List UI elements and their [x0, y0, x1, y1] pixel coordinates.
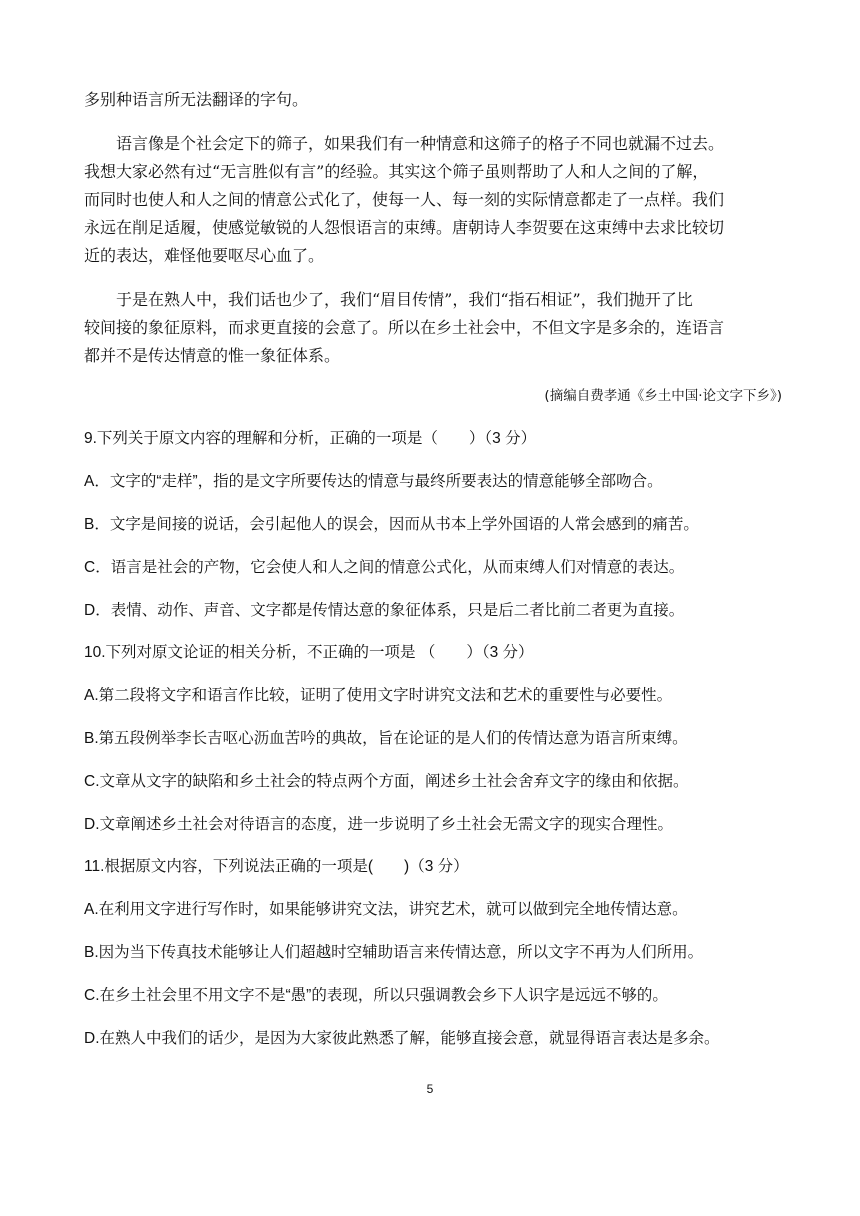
- passage-line: 永远在削足适履，使感觉敏锐的人怨恨语言的束缚。唐朝诗人李贺要在这束缚中去求比较切: [84, 218, 725, 237]
- question-stem: 9.下列关于原文内容的理解和分析，正确的一项是（ ）（3 分）: [84, 430, 537, 447]
- passage-line: 较间接的象征原料，而求更直接的会意了。所以在乡土社会中，不但文字是多余的，连语言: [84, 318, 725, 337]
- question-stem: 10.下列对原文论证的相关分析，不正确的一项是 （ ）（3 分）: [84, 644, 534, 661]
- passage-line: 近的表达，难怪他要呕尽心血了。: [84, 246, 325, 265]
- option-c: C．语言是社会的产物，它会使人和人之间的情意公式化，从而束缚人们对情意的表达。: [84, 559, 685, 576]
- passage-line: 都并不是传达情意的惟一象征体系。: [84, 346, 341, 365]
- option-a: A.在利用文字进行写作时，如果能够讲究文法，讲究艺术，就可以做到完全地传情达意。: [84, 901, 688, 918]
- page-number: 5: [426, 1082, 434, 1096]
- option-d: D.文章阐述乡土社会对待语言的态度，进一步说明了乡土社会无需文字的现实合理性。: [84, 816, 674, 833]
- option-b: B.因为当下传真技术能够让人们超越时空辅助语言来传情达意，所以文字不再为人们所用。: [84, 944, 704, 961]
- option-d: D．表情、动作、声音、文字都是传情达意的象征体系，只是后二者比前二者更为直接。: [84, 602, 685, 619]
- option-b: B.第五段例举李长吉呕心沥血苦吟的典故，旨在论证的是人们的传情达意为语言所束缚。: [84, 730, 688, 747]
- option-a: A．文字的“走样”，指的是文字所要传达的情意与最终所要表达的情意能够全部吻合。: [84, 473, 663, 490]
- passage-line: 而同时也使人和人之间的情意公式化了，使每一人、每一刻的实际情意都走了一点样。我们: [84, 190, 725, 209]
- option-c: C.文章从文字的缺陷和乡土社会的特点两个方面，阐述乡土社会舍弃文字的缘由和依据。: [84, 773, 689, 790]
- option-b: B．文字是间接的说话，会引起他人的误会，因而从书本上学外国语的人常会感到的痛苦。: [84, 516, 699, 533]
- passage-line: 多别种语言所无法翻译的字句。: [84, 90, 309, 109]
- passage-line: 语言像是个社会定下的筛子，如果我们有一种情意和这筛子的格子不同也就漏不过去。: [116, 134, 725, 153]
- passage-line: 于是在熟人中，我们话也少了，我们“眉目传情”，我们“指石相证”，我们抛开了比: [116, 290, 693, 309]
- option-a: A.第二段将文字和语言作比较，证明了使用文字时讲究文法和艺术的重要性与必要性。: [84, 687, 673, 704]
- passage-line: 我想大家必然有过“无言胜似有言”的经验。其实这个筛子虽则帮助了人和人之间的了解，: [84, 162, 709, 181]
- source-citation: (摘编自费孝通《乡土中国·论文字下乡》): [544, 388, 782, 404]
- option-c: C.在乡土社会里不用文字不是“愚”的表现，所以只强调教会乡下人识字是远远不够的。: [84, 987, 668, 1004]
- question-stem: 11.根据原文内容，下列说法正确的一项是( )（3 分）: [84, 858, 469, 875]
- option-d: D.在熟人中我们的话少，是因为大家彼此熟悉了解，能够直接会意，就显得语言表达是多余。: [84, 1030, 720, 1047]
